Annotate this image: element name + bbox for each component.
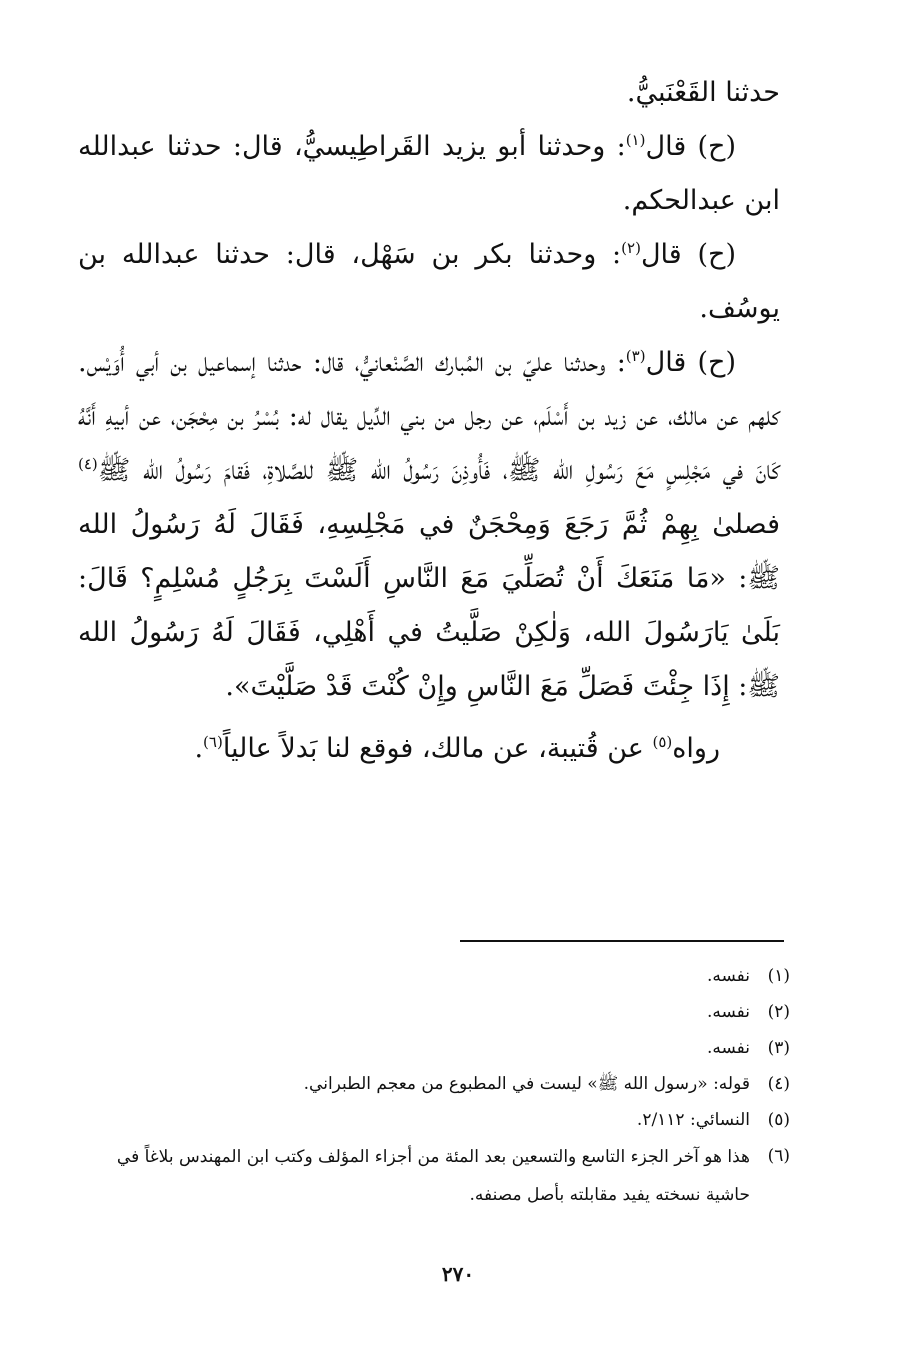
paragraph-3	[78, 228, 780, 336]
paragraph-2-text-a: (ح) قال	[645, 131, 736, 162]
footnote-text: هذا هو آخر الجزء التاسع والتسعين بعد المئة من أجزاء المؤلف وكتب ابن المهندس بلاغاً في حاشية نسخته يفيد مقابلته بأصل مصنفه.	[116, 1147, 750, 1205]
paragraph-5-text-a: رواه	[672, 733, 720, 764]
page-number: ٢٧٠	[441, 1262, 475, 1286]
footnote-number: (٦)	[767, 1146, 790, 1166]
footnote-text: نفسه.	[706, 966, 750, 986]
paragraph-4-text-b: : وحدثنا عليّ بن المُبارك الصَّنْعانيُّ، قال: حدثنا إسماعيل بن أبي أُوَيْس. كلهم عن مالك، عن زيد بن أَسْلَم، عن رجل من بني الدِّيل يقال له: بُسْرُ بن مِحْجَن، عن أبيهِ أَنَّهُ كَانَ في مَجْلِسٍ مَعَ رَسُولِ الله ﷺ، فَأُوذِنَ رَسُولُ الله ﷺ للصَّلاةِ، فَقامَ رَسُولُ الله ﷺ	[78, 347, 780, 486]
footnote-text: قوله: «رسول الله ﷺ» ليست في المطبوع من معجم الطبراني.	[303, 1074, 750, 1094]
footnote-text: نفسه.	[706, 1002, 750, 1022]
footnote-item	[90, 1138, 790, 1214]
main-text	[78, 66, 780, 776]
footnote-ref-6: (٦)	[203, 733, 223, 751]
paragraph-5-text-c: .	[194, 733, 204, 764]
footnote-number: (٤)	[767, 1074, 790, 1094]
footnote-number: (٥)	[767, 1110, 790, 1130]
paragraph-2	[78, 120, 780, 228]
footnote-ref-2: (٢)	[621, 239, 641, 257]
paragraph-4-text-c: فصلىٰ بِهِمْ ثُمَّ رَجَعَ وَمِحْجَنٌ في مَجْلِسِهِ، فَقَالَ لَهُ رَسُولُ الله ﷺ: «مَا مَنَعَكَ أَنْ تُصَلِّيَ مَعَ النَّاسِ أَلَسْتَ بِرَجُلٍ مُسْلِمٍ؟ قَالَ: بَلَىٰ يَارَسُولَ الله، وَلٰكِنْ صَلَّيتُ في أَهْلِي، فَقَالَ لَهُ رَسُولُ الله ﷺ: إِذَا جِئْتَ فَصَلِّ مَعَ النَّاسِ وإِنْ كُنْتَ قَدْ صَلَّيْتَ».	[78, 509, 780, 702]
footnote-text: نفسه.	[706, 1038, 750, 1058]
paragraph-5	[78, 722, 780, 776]
paragraph-3-text-a: (ح) قال	[640, 239, 736, 270]
footnote-ref-3: (٣)	[625, 347, 646, 365]
footnotes	[90, 958, 790, 1214]
footnote-number: (٢)	[767, 1002, 790, 1022]
footnote-item	[90, 1066, 790, 1102]
footnote-ref-5: (٥)	[652, 733, 673, 751]
paragraph-5-text-b: عن قُتيبة، عن مالك، فوقع لنا بَدلاً عالياً	[222, 733, 653, 764]
footnote-item	[90, 1102, 790, 1138]
paragraph-3-text-b: : وحدثنا بكر بن سَهْل، قال: حدثنا عبدالله بن يوسُف.	[78, 239, 780, 324]
paragraph-4	[78, 336, 780, 714]
paragraph-1-text: حدثنا القَعْنَبيُّ.	[626, 77, 780, 108]
paragraph-2-text-b: : وحدثنا أبو يزيد القَراطِيسيُّ، قال: حدثنا عبدالله ابن عبدالحكم.	[78, 131, 780, 216]
footnote-number: (١)	[767, 966, 790, 986]
footnote-text: النسائي: ٢/١١٢.	[636, 1110, 750, 1130]
footnote-number: (٣)	[767, 1038, 790, 1058]
footnote-item	[90, 994, 790, 1030]
footnote-item	[90, 958, 790, 994]
footnote-ref-4: (٤)	[78, 455, 98, 473]
paragraph-1	[78, 66, 780, 120]
footnote-item	[90, 1030, 790, 1066]
footnote-divider	[460, 940, 784, 942]
paragraph-4-text-a: (ح) قال	[645, 347, 736, 378]
footnote-ref-1: (١)	[625, 131, 646, 149]
